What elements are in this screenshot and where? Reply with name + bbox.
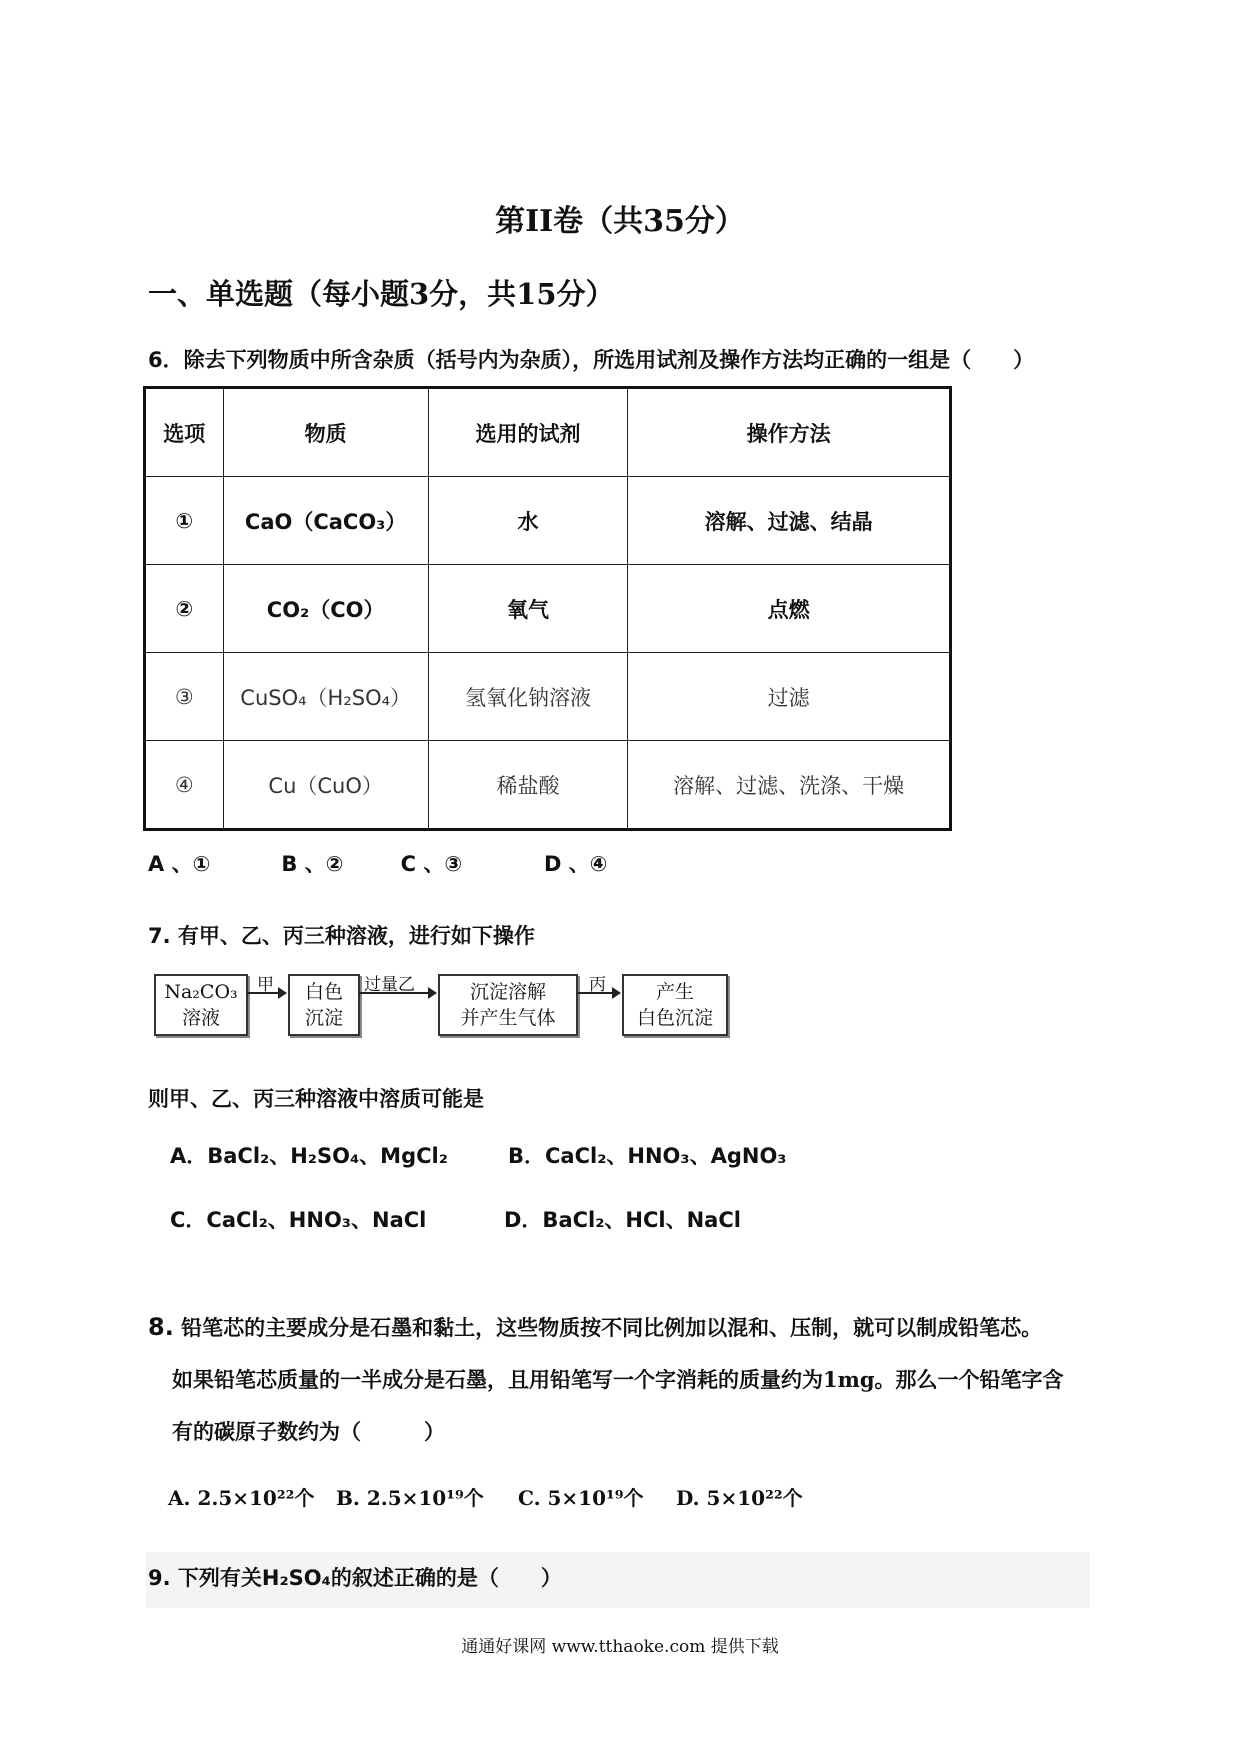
table-header-cell: 选用的试剂 (428, 388, 628, 477)
table-cell: CaO（CaCO₃） (223, 477, 428, 565)
table-row (145, 741, 951, 830)
table-cell: ② (145, 565, 224, 653)
table-cell: ① (145, 477, 224, 565)
table-cell: 氧气 (428, 565, 628, 653)
paper-title: 第II卷（共35分） (495, 204, 745, 239)
table-cell: ③ (145, 653, 224, 741)
choice-b[interactable]: B 、② (281, 852, 344, 876)
option-a[interactable]: A．BaCl₂、H₂SO₄、MgCl₂ (170, 1144, 448, 1168)
table-cell: Cu（CuO） (223, 741, 428, 830)
table-cell: ④ (145, 741, 224, 830)
option-c[interactable]: C. 5×10¹⁹个 (518, 1486, 644, 1510)
flow-arrow-label: 丙 (589, 975, 606, 995)
table-row (145, 477, 951, 565)
table-header-cell: 物质 (223, 388, 428, 477)
page-footer: 通通好课网 www.tthaoke.com 提供下载 (461, 1637, 779, 1657)
choice-c[interactable]: C 、③ (400, 852, 463, 876)
table-row (145, 653, 951, 741)
flow-box-start (154, 974, 248, 1036)
reaction-flow-diagram (152, 970, 732, 1040)
flow-box-precipitate (288, 974, 360, 1036)
flow-box-line: 溶液 (181, 1007, 220, 1029)
flow-arrow-label: 过量乙 (364, 975, 415, 995)
flow-box-end (622, 974, 728, 1036)
table-cell: 氢氧化钠溶液 (428, 653, 628, 741)
question-6-table (143, 386, 952, 831)
table-header-cell: 操作方法 (628, 388, 951, 477)
table-cell: 点燃 (628, 565, 951, 653)
table-row (145, 565, 951, 653)
table-header-cell: 选项 (145, 388, 224, 477)
table-cell: CuSO₄（H₂SO₄） (223, 653, 428, 741)
flow-box-line: 白色 (304, 981, 343, 1003)
question-9-stem: 9. 下列有关H₂SO₄的叙述正确的是（ ） (148, 1566, 562, 1590)
question-8-line-3: 有的碳原子数约为（ ） (172, 1419, 445, 1444)
question-7-prompt: 则甲、乙、丙三种溶液中溶质可能是 (148, 1087, 484, 1111)
flow-box-line: 沉淀 (304, 1007, 343, 1029)
choice-a[interactable]: A 、① (148, 852, 211, 876)
choice-d[interactable]: D 、④ (543, 852, 608, 876)
table-cell: 过滤 (628, 653, 951, 741)
table-cell: 水 (428, 477, 628, 565)
table-cell: 溶解、过滤、结晶 (628, 477, 951, 565)
question-7-stem: 7. 有甲、乙、丙三种溶液，进行如下操作 (148, 924, 535, 948)
question-8-line-2: 如果铅笔芯质量的一半成分是石墨，且用铅笔写一个字消耗的质量约为1mg。那么一个铅笔字含 (172, 1367, 1064, 1392)
table-cell: 溶解、过滤、洗涤、干燥 (628, 741, 951, 830)
flow-box-line: 白色沉淀 (636, 1007, 713, 1029)
flow-box-line: 并产生气体 (460, 1007, 556, 1029)
flow-box-line: Na₂CO₃ (164, 981, 238, 1003)
table-cell: 稀盐酸 (428, 741, 628, 830)
table-cell: CO₂（CO） (223, 565, 428, 653)
question-8-line-1 (148, 1312, 1042, 1342)
option-b[interactable]: B．CaCl₂、HNO₃、AgNO₃ (508, 1144, 787, 1168)
option-d[interactable]: D. 5×10²²个 (676, 1486, 803, 1510)
section-heading: 一、单选题（每小题3分，共15分） (148, 277, 615, 311)
option-b[interactable]: B. 2.5×10¹⁹个 (336, 1486, 484, 1510)
question-6-stem: 6．除去下列物质中所含杂质（括号内为杂质），所选用试剂及操作方法均正确的一组是（ ） (148, 348, 1035, 372)
option-d[interactable]: D．BaCl₂、HCl、NaCl (504, 1208, 741, 1232)
option-a[interactable]: A. 2.5×10²²个 (168, 1486, 315, 1510)
flow-box-line: 产生 (655, 981, 694, 1003)
option-c[interactable]: C．CaCl₂、HNO₃、NaCl (170, 1208, 427, 1232)
question-6-choices (148, 848, 607, 878)
table-header-row (145, 388, 951, 477)
question-8-text: 铅笔芯的主要成分是石墨和黏土，这些物质按不同比例加以混和、压制，就可以制成铅笔芯。 (181, 1315, 1043, 1340)
flow-box-line: 沉淀溶解 (469, 981, 546, 1003)
question-number: 8. (148, 1313, 174, 1341)
flow-arrow-label: 甲 (257, 975, 274, 995)
flow-box-dissolve (438, 974, 578, 1036)
